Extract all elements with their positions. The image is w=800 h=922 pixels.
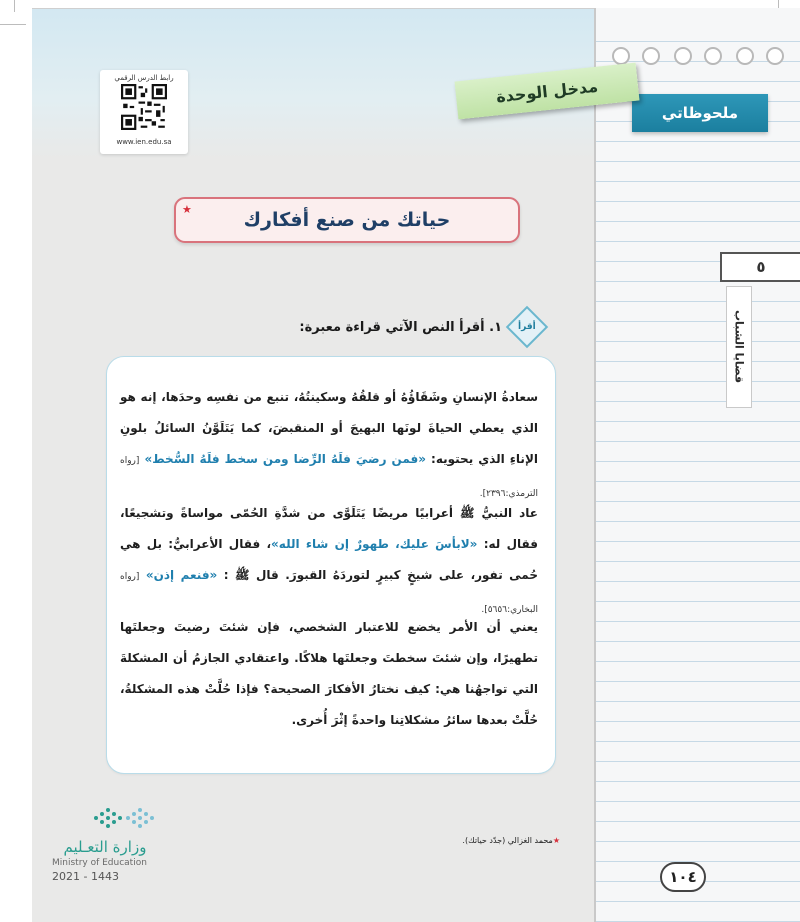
paragraph-text: يعني أن الأمر يخضع للاعتبار الشخصي، فإن شئتَ رضيتَ وجعلتَها تطهيرًا، وإن شئتَ سخطتَ وجعلتَها هلاكًا. واعتقادي الجازمُ أن المشكلةَ التي تواجهُنا هي: كيف نختارُ الأفكارَ الصحيحة؟ فإذا حُلَّتْ هذه المشكلةُ، حُلَّتْ بعدها سائرُ مشكلاتِنا واحدةً إثْرَ أُخرى. <box>120 620 538 727</box>
qr-label: رابط الدرس الرقمي <box>114 74 174 82</box>
reading-paragraph <box>120 612 538 736</box>
notes-column[interactable] <box>594 8 800 922</box>
binder-ring <box>674 47 692 65</box>
footnote-text: محمد الغزالي (جدّد حياتك). <box>462 836 553 845</box>
hadith-quote: «لابأسَ عليك، طهورٌ إن شاء الله» <box>271 537 478 551</box>
page-number-value: ١٠٤ <box>669 868 697 886</box>
crop-mark <box>14 0 15 12</box>
unit-number-value: ٥ <box>756 258 766 276</box>
ministry-logo-icon <box>92 804 156 832</box>
paragraph-text: سعادةُ الإنسانِ وشَقَاؤُهُ أو قلقُهُ وسكينتُهُ، تنبع من نفسِه وحدَها، إنه هو الذي يعطي الحياةَ لونَها البهيجَ أو المنقبضَ، كما يَتَلَوَّنُ السائلُ بلونِ الإناءِ الذي يحتويه: <box>120 390 538 466</box>
read-activity-label: أقرأ <box>518 321 536 332</box>
edition-year: 2021 - 1443 <box>52 870 119 883</box>
lesson-title-text: حياتك من صنع أفكارك <box>243 209 451 231</box>
paragraph-text: عاد النبيُّ ﷺ أعرابيًا مريضًا يَتَلَوَّى من شدَّةِ الحُمّى مواساةً وتشجيعًا، فقال له: <box>120 506 538 551</box>
notes-tab-label: ملحوظاتي <box>661 104 739 122</box>
crop-mark <box>0 24 26 25</box>
instruction-text: ١. أقرأ النص الآتي قراءة معبرة: <box>299 319 502 335</box>
unit-entry-label: مدخل الوحدة <box>495 76 599 106</box>
hadith-citation: [رواه البخاري:٥٦٥٦]. <box>120 572 538 615</box>
footnote-star-icon: ★ <box>182 203 192 216</box>
hadith-citation: [رواه الترمذي:٢٣٩٦]. <box>120 456 538 499</box>
unit-title-strip <box>726 286 752 408</box>
binder-ring <box>766 47 784 65</box>
hadith-quote: «فنعم إذن» <box>145 568 218 582</box>
binder-ring <box>736 47 754 65</box>
qr-code-icon[interactable] <box>121 84 167 130</box>
binder-ring <box>612 47 630 65</box>
ministry-name-en: Ministry of Education <box>52 858 147 868</box>
page-number <box>660 862 706 892</box>
instruction <box>300 310 542 344</box>
lesson-title <box>174 197 520 243</box>
unit-title: قضايا الشباب <box>732 310 746 384</box>
reading-paragraph <box>120 498 538 626</box>
binder-ring <box>642 47 660 65</box>
notes-tab[interactable] <box>632 94 768 132</box>
qr-url[interactable]: www.ien.edu.sa <box>116 138 172 146</box>
ministry-name-ar: وزارة التعـليم <box>63 838 147 856</box>
read-activity-icon <box>506 306 548 348</box>
footnote <box>380 836 560 845</box>
paragraph-text: ، فقال الأعرابيُّ: بل هي حُمى تفور، على شيخٍ كبيرٍ لتوردَهُ القبورَ. قال ﷺ : <box>120 537 538 582</box>
unit-number <box>720 252 800 282</box>
reading-paragraph <box>120 382 538 510</box>
binder-ring <box>704 47 722 65</box>
footnote-star-icon: ★ <box>552 836 560 845</box>
digital-lesson-qr[interactable] <box>100 70 188 154</box>
hadith-quote: «فمن رضيَ فلَهُ الرِّضا ومن سخط فلَهُ السُّخط» <box>144 452 427 466</box>
